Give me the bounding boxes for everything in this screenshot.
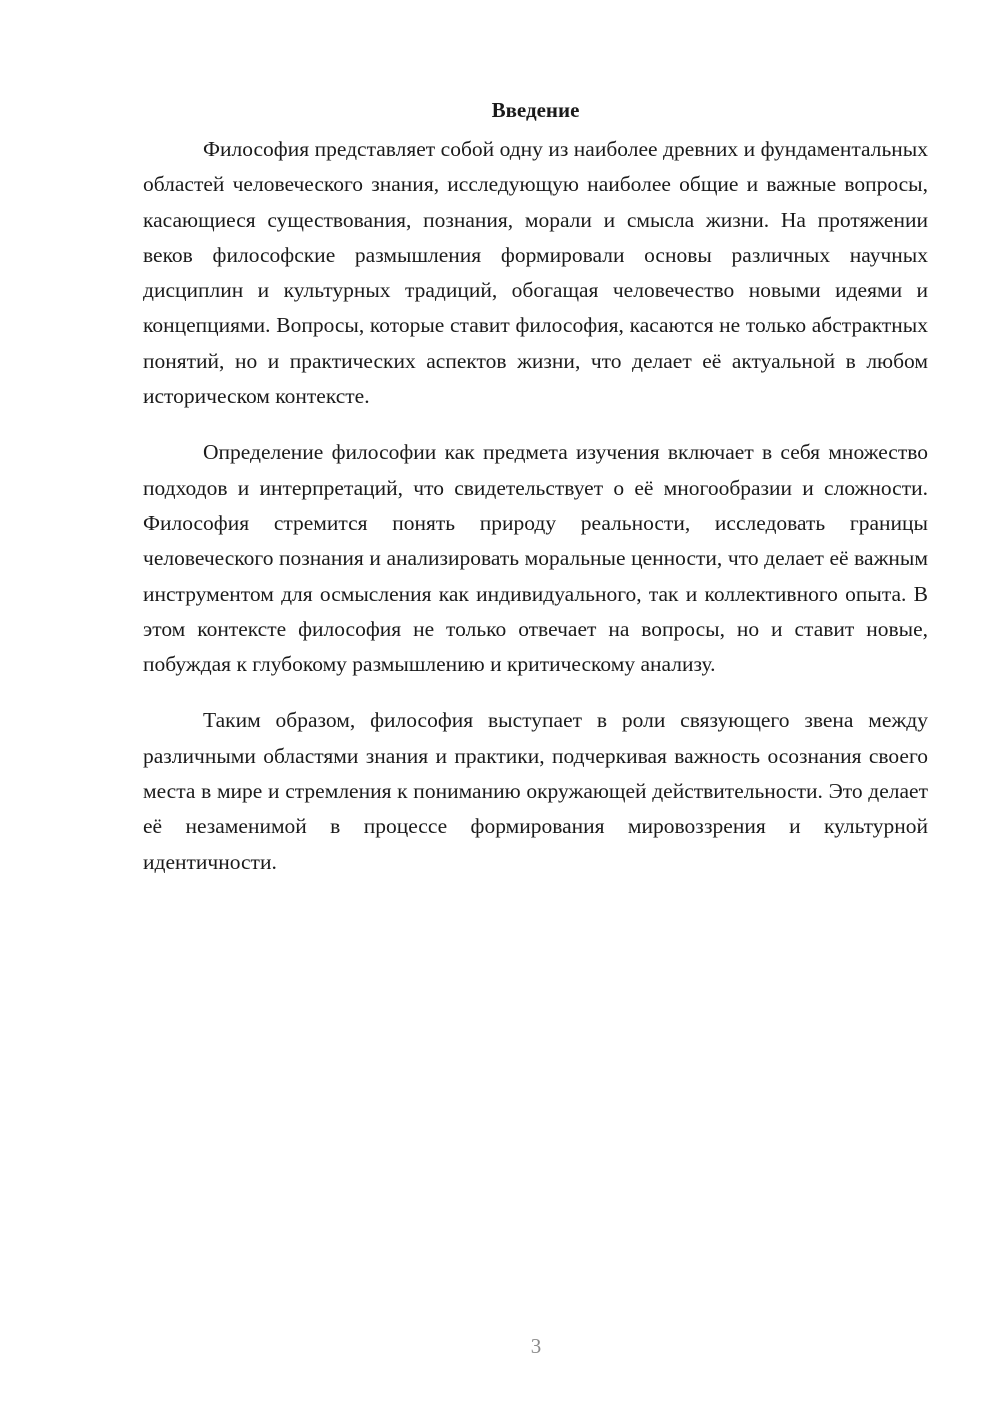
paragraph-1: Философия представляет собой одну из наиболее древних и фундаментальных областей человеческого знания, исследующую наиболее общие и важные вопросы, касающиеся существования, познания, морали и смысла жизни. На протяжении веков философские размышления формировали основы различных научных дисциплин и культурных традиций, обогащая человечество новыми идеями и концепциями. Вопросы, которые ставит философия, касаются не только абстрактных понятий, но и практических аспектов жизни, что делает её актуальной в любом историческом контексте. <box>143 137 928 409</box>
paragraph-2: Определение философии как предмета изучения включает в себя множество подходов и интерпретаций, что свидетельствует о её многообразии и сложности. Философия стремится понять природу реальности, исследовать границы человеческого познания и анализировать моральные ценности, что делает её важным инструментом для осмысления как индивидуального, так и коллективного опыта. В этом контексте философия не только отвечает на вопросы, но и ставит новые, побуждая к глубокому размышлению и критическому анализу. <box>143 440 928 677</box>
page-number: 3 <box>530 1334 542 1358</box>
paragraph-3: Таким образом, философия выступает в роли связующего звена между различными областями знания и практики, подчеркивая важность осознания своего места в мире и стремления к пониманию окружающей действительности. Это делает её незаменимой в процессе формирования мировоззрения и культурной идентичности. <box>143 708 928 874</box>
page-content <box>143 92 928 901</box>
section-title: Введение <box>491 98 580 122</box>
